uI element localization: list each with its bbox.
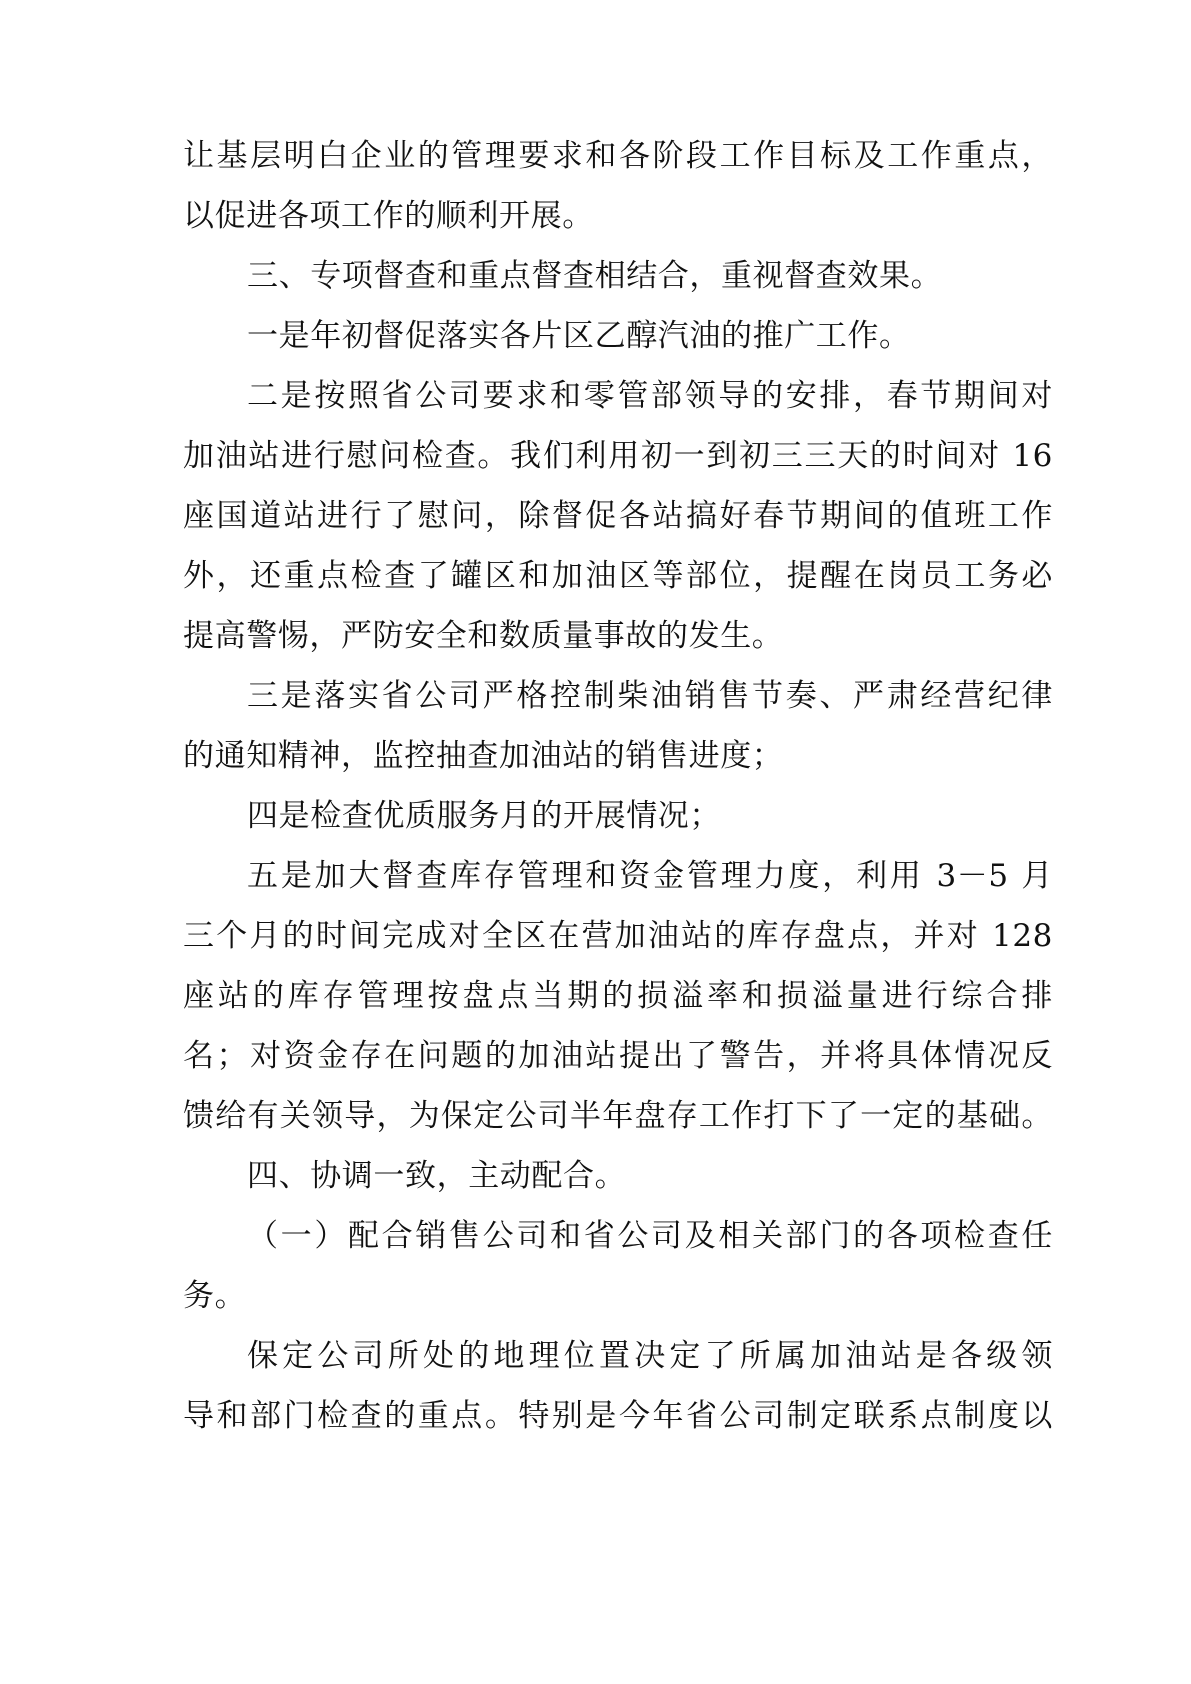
text-line: 座站的库存管理按盘点当期的损溢率和损溢量进行综合排 <box>183 978 1053 1014</box>
text-line: 五是加大督查库存管理和资金管理力度，利用 3－5 月 <box>247 858 1053 894</box>
text-line: 四是检查优质服务月的开展情况； <box>247 798 721 834</box>
section-heading: 四、协调一致，主动配合。 <box>247 1158 627 1194</box>
text-line: 二是按照省公司要求和零管部领导的安排，春节期间对 <box>247 378 1053 414</box>
text-line: 以促进各项工作的顺利开展。 <box>183 198 594 234</box>
text-line: 加油站进行慰问检查。我们利用初一到初三三天的时间对 16 <box>183 438 1053 474</box>
text-line: 提高警惕，严防安全和数质量事故的发生。 <box>183 618 784 654</box>
text-line: 座国道站进行了慰问，除督促各站搞好春节期间的值班工作 <box>183 498 1053 534</box>
text-line: 务。 <box>183 1278 247 1314</box>
text-line: 的通知精神，监控抽查加油站的销售进度； <box>183 738 784 774</box>
text-line: 导和部门检查的重点。特别是今年省公司制定联系点制度以 <box>183 1398 1053 1434</box>
text-line: 一是年初督促落实各片区乙醇汽油的推广工作。 <box>247 318 911 354</box>
text-line: （一）配合销售公司和省公司及相关部门的各项检查任 <box>247 1218 1053 1254</box>
text-line: 馈给有关领导，为保定公司半年盘存工作打下了一定的基础。 <box>183 1098 1053 1134</box>
text-line: 三个月的时间完成对全区在营加油站的库存盘点，并对 128 <box>183 918 1053 954</box>
text-line: 外，还重点检查了罐区和加油区等部位，提醒在岗员工务必 <box>183 558 1053 594</box>
section-heading: 三、专项督查和重点督查相结合，重视督查效果。 <box>247 258 943 294</box>
text-line: 三是落实省公司严格控制柴油销售节奏、严肃经营纪律 <box>247 678 1053 714</box>
text-line: 让基层明白企业的管理要求和各阶段工作目标及工作重点， <box>183 138 1053 174</box>
text-line: 保定公司所处的地理位置决定了所属加油站是各级领 <box>247 1338 1053 1374</box>
text-line: 名；对资金存在问题的加油站提出了警告，并将具体情况反 <box>183 1038 1053 1074</box>
